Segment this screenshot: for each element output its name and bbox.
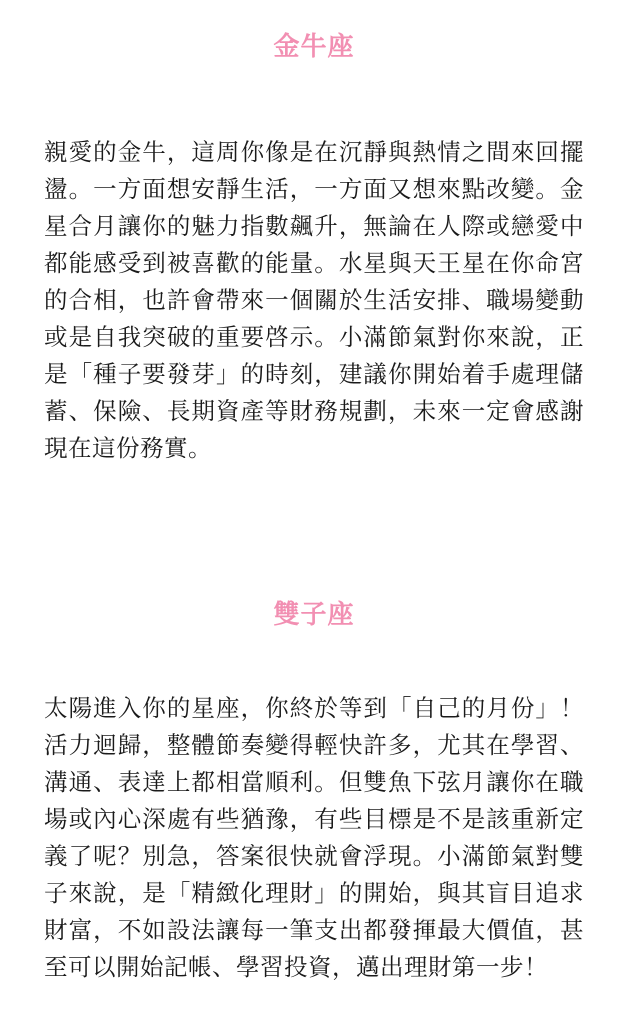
section-body: 親愛的金牛，這周你像是在沉靜與熱情之間來回擺盪。一方面想安靜生活，一方面又想來點改變。金星合月讓你的魅力指數飆升，無論在人際或戀愛中都能感受到被喜歡的能量。水星與天王星在你命宮的合相，也許會帶來一個關於生活安排、職場變動或是自我突破的重要啓示。小滿節氣對你來說，正是「種子要發芽」的時刻，建議你開始着手處理儲蓄、保險、長期資產等財務規劃，未來一定會感謝現在這份務實。 [44, 138, 584, 462]
section-body: 太陽進入你的星座，你終於等到「自己的月份」！活力迴歸，整體節奏變得輕快許多，尤其在學習、溝通、表達上都相當順利。但雙魚下弦月讓你在職場或內心深處有些猶豫，有些目標是不是該重新定義了呢？別急，答案很快就會浮現。小滿節氣對雙子來說，是「精緻化理財」的開始，與其盲目追求財富，不如設法讓每一筆支出都發揮最大價值，甚至可以開始記帳、學習投資，邁出理財第一步！ [44, 694, 584, 981]
section-gemini [44, 598, 584, 986]
section-title: 雙子座 [273, 600, 355, 630]
section-title: 金牛座 [273, 32, 355, 62]
section-taurus [44, 30, 584, 467]
